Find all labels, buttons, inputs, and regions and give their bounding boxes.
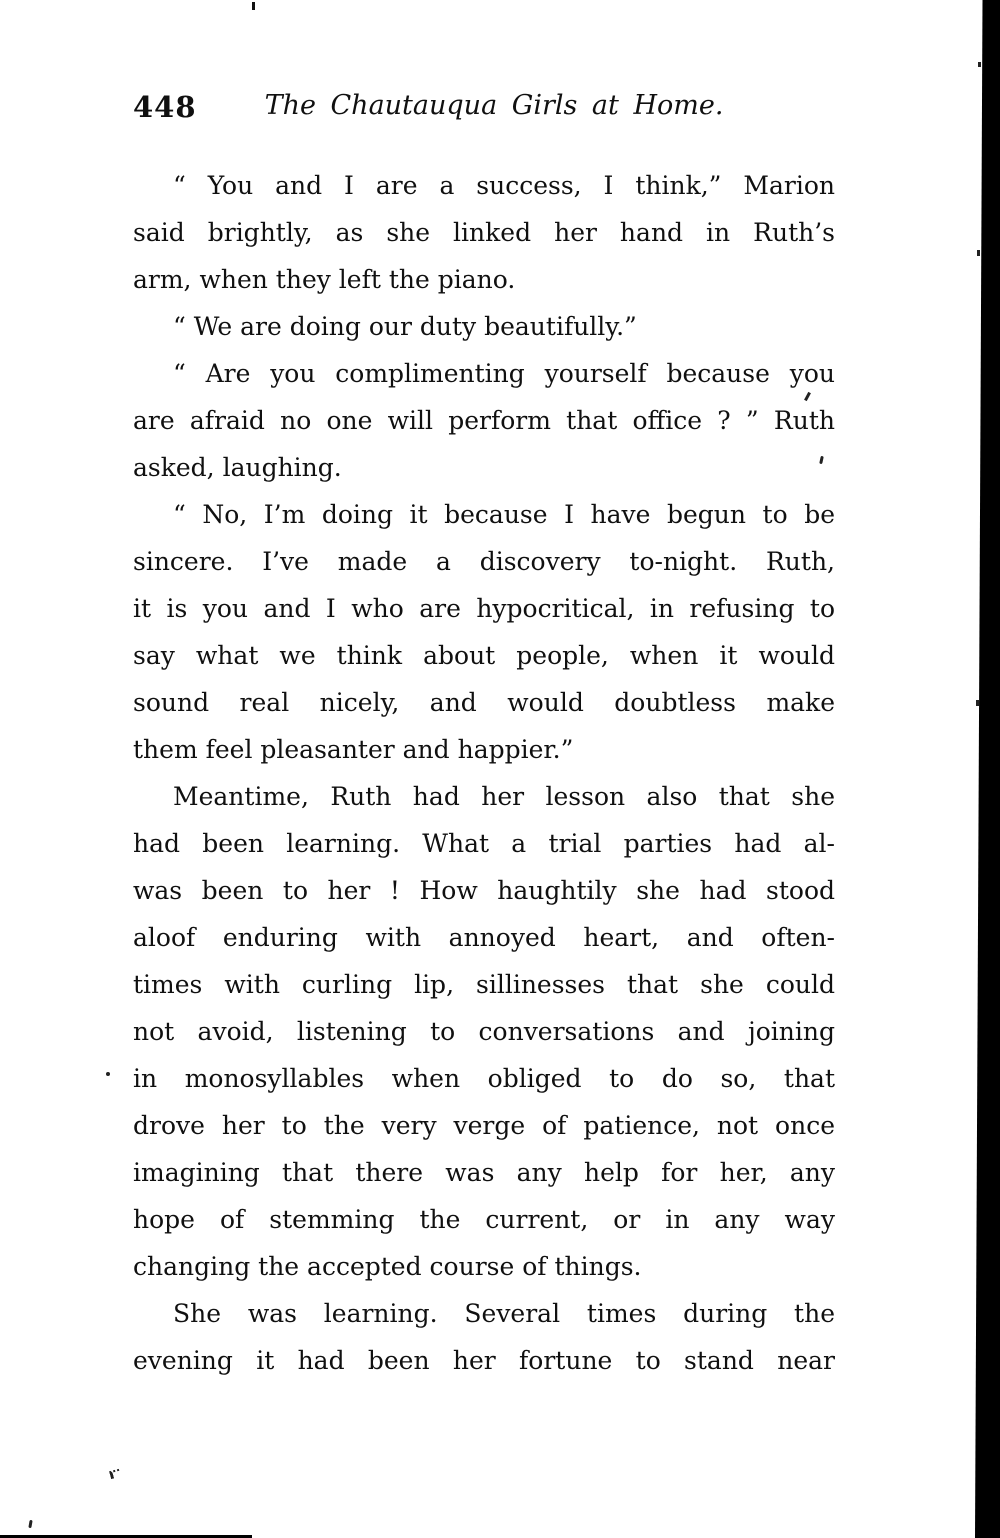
text-line: them feel pleasanter and happier.” (133, 735, 574, 764)
text-line: it is you and I who are hypocritical, in refusing to (133, 594, 835, 623)
page-number: 448 (133, 90, 197, 124)
text-line: was been to her ! How haughtily she had stood (133, 876, 835, 905)
paragraph (133, 303, 835, 350)
text-line: arm, when they left the piano. (133, 265, 516, 294)
paragraph (133, 773, 835, 1290)
text-line: said brightly, as she linked her hand in Ruth’s (133, 218, 835, 247)
text-line: imagining that there was any help for her, any (133, 1158, 835, 1187)
text-line: “ Are you complimenting yourself because you (173, 359, 835, 388)
scan-edge-band (975, 0, 1000, 1538)
text-line: changing the accepted course of things. (133, 1252, 642, 1281)
scan-speck (976, 700, 979, 706)
body-text (133, 162, 835, 1384)
text-line: She was learning. Several times during the (173, 1299, 835, 1328)
text-line: Meantime, Ruth had her lesson also that she (173, 782, 835, 811)
scan-speck (109, 1469, 121, 1479)
text-line: drove her to the very verge of patience, not once (133, 1111, 835, 1140)
paragraph (133, 162, 835, 303)
scan-speck (106, 1072, 110, 1076)
scan-speck (978, 62, 981, 67)
scan-speck (977, 250, 980, 256)
text-line: “ You and I are a success, I think,” Marion (173, 171, 835, 200)
scan-tick-mark (252, 2, 255, 10)
scan-speck (28, 1520, 32, 1528)
text-line: say what we think about people, when it would (133, 641, 835, 670)
text-line: “ We are doing our duty beautifully.” (173, 312, 637, 341)
text-line: not avoid, listening to conversations and joining (133, 1017, 835, 1046)
text-line: aloof enduring with annoyed heart, and often- (133, 923, 835, 952)
text-line: sound real nicely, and would doubtless make (133, 688, 835, 717)
text-line: hope of stemming the current, or in any way (133, 1205, 835, 1234)
paragraph (133, 491, 835, 773)
text-line: “ No, I’m doing it because I have begun to be (173, 500, 835, 529)
running-title: The Chautauqua Girls at Home. (264, 90, 724, 121)
text-line: in monosyllables when obliged to do so, that (133, 1064, 835, 1093)
paragraph (133, 1290, 835, 1384)
text-line: had been learning. What a trial parties had al- (133, 829, 835, 858)
text-line: times with curling lip, sillinesses that she could (133, 970, 835, 999)
text-line: are afraid no one will perform that office ? ” Ruth (133, 406, 835, 435)
text-line: asked, laughing. (133, 453, 342, 482)
text-line: sincere. I’ve made a discovery to-night. Ruth, (133, 547, 835, 576)
text-line: evening it had been her fortune to stand near (133, 1346, 835, 1375)
page-header (133, 90, 835, 126)
paragraph (133, 350, 835, 491)
